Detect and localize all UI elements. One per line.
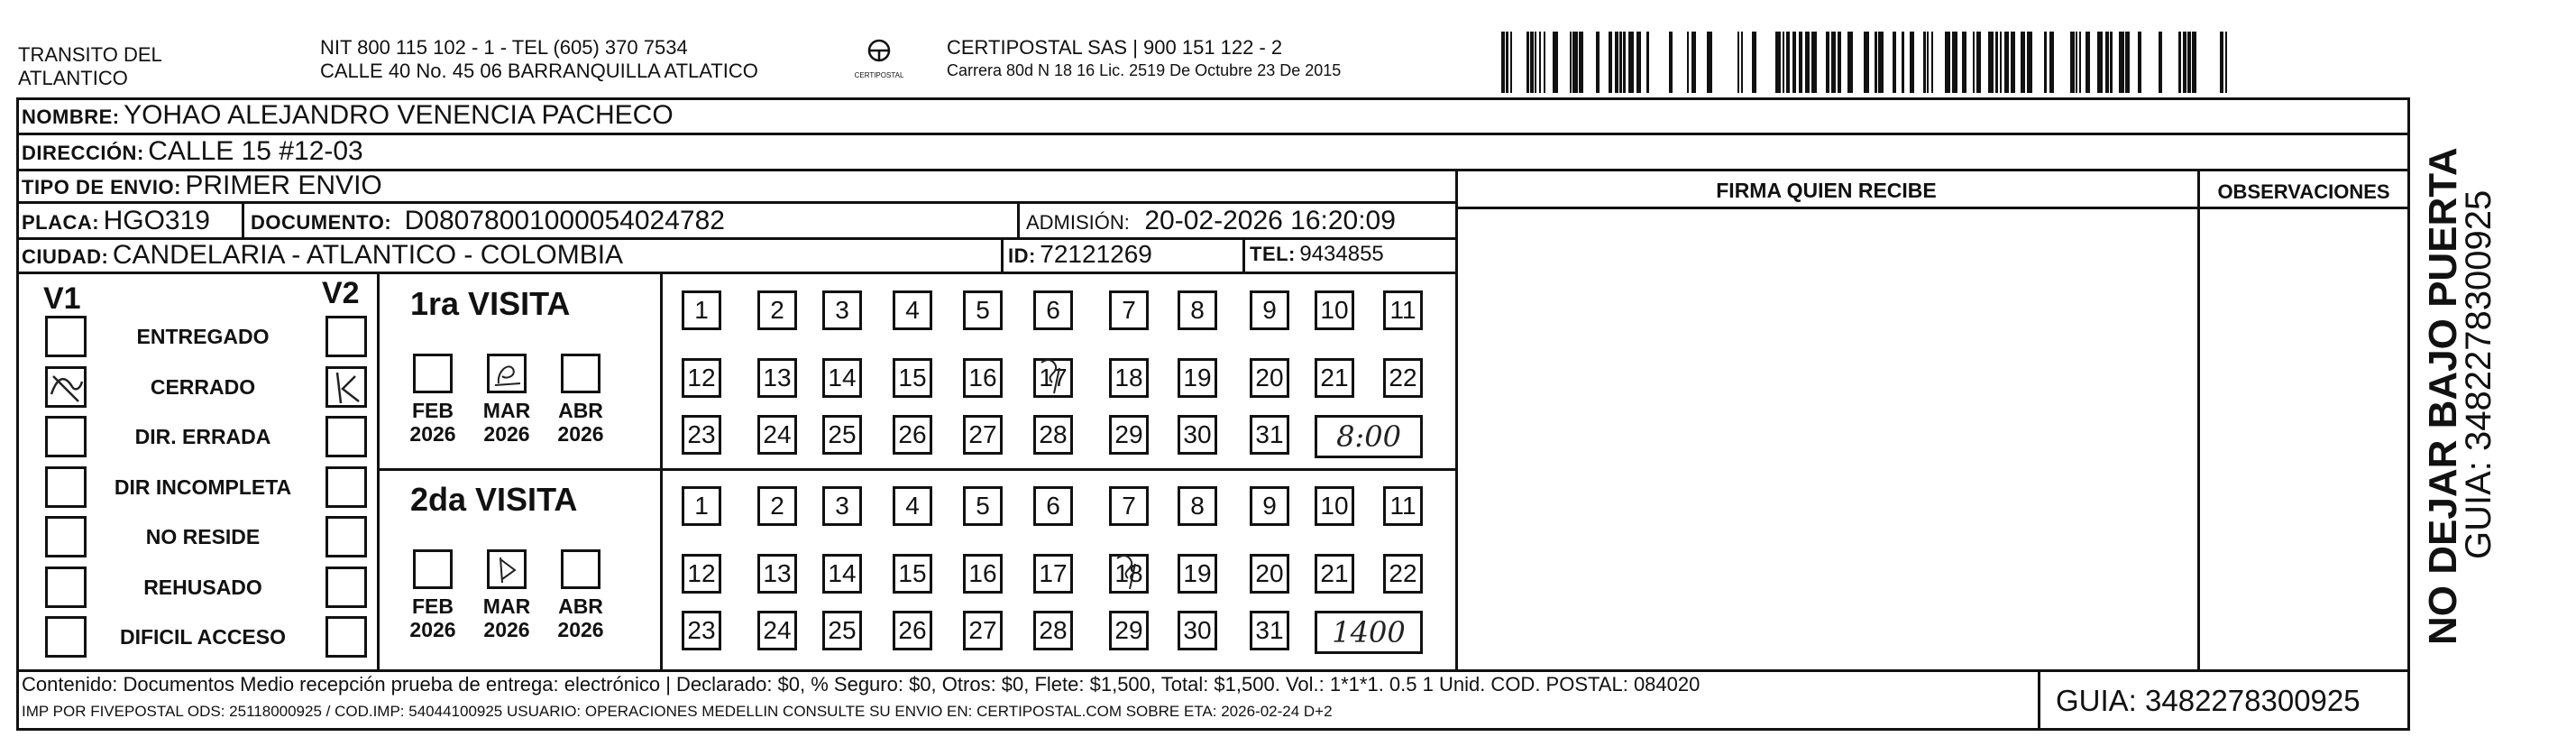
certi-line2: Carrera 80d N 18 16 Lic. 2519 De Octubre 23 De 2015 — [947, 61, 1342, 79]
visit2-day-27[interactable]: 27 — [963, 611, 1003, 650]
footer-print-info: IMP POR FIVEPOSTAL ODS: 25118000925 / COD.IMP: 54044100925 USUARIO: OPERACIONES MEDELLIN CONSULTE SU ENVIO EN: CERTIPOSTAL.COM SOBRE ETA: 2026-02-24 D+2 — [22, 703, 1333, 720]
tipo-row — [22, 170, 382, 201]
visit2-day-8[interactable]: 8 — [1178, 486, 1217, 526]
visit2-day-14[interactable]: 14 — [822, 554, 862, 594]
nombre-label: NOMBRE: — [22, 106, 120, 128]
pen-mark-icon — [1112, 551, 1148, 594]
visit2-day-13[interactable]: 13 — [757, 554, 797, 594]
status-option-cerrado: CERRADO — [150, 374, 256, 399]
visit2-month-label-abr: ABR 2026 — [557, 594, 604, 641]
visit1-day-9[interactable]: 9 — [1250, 290, 1289, 330]
visit2-day-21[interactable]: 21 — [1315, 554, 1354, 594]
visit2-day-26[interactable]: 26 — [893, 611, 932, 650]
status-option-dir-errada: DIR. ERRADA — [134, 425, 271, 448]
visit1-day-12[interactable]: 12 — [682, 358, 721, 398]
id-label: ID: — [1008, 244, 1036, 267]
certi-line1: CERTIPOSTAL SAS | 900 151 122 - 2 — [947, 36, 1283, 59]
visit2-month-box-feb[interactable] — [413, 549, 453, 589]
visit2-day-9[interactable]: 9 — [1250, 486, 1289, 526]
tipo-label: TIPO DE ENVIO: — [22, 176, 181, 198]
side-guia: GUIA: 3482278300925 — [2459, 189, 2498, 559]
tipo-value: PRIMER ENVIO — [185, 170, 382, 200]
admision-label: ADMISIÓN: — [1026, 211, 1130, 234]
visit1-day-2[interactable]: 2 — [757, 290, 797, 330]
v2-checkbox-rehusado[interactable] — [325, 567, 367, 608]
visit1-day-16[interactable]: 16 — [963, 358, 1003, 398]
footer-guia: GUIA: 3482278300925 — [2056, 684, 2361, 717]
firma-area[interactable] — [1458, 209, 2197, 669]
company-name — [18, 43, 162, 90]
certipostal-logo — [843, 36, 915, 81]
visit1-day-18[interactable]: 18 — [1109, 358, 1149, 398]
status-option-entregado: ENTREGADO — [136, 325, 270, 348]
visit2-month-box-abr[interactable] — [561, 549, 600, 589]
visit1-month-label-mar: MAR 2026 — [482, 399, 531, 446]
visit2-day-10[interactable]: 10 — [1315, 486, 1354, 526]
visit1-day-17[interactable]: 17 — [1033, 358, 1073, 398]
visit1-day-14[interactable]: 14 — [822, 358, 862, 398]
company-line2: ATLANTICO — [18, 67, 128, 89]
visit1-month-box-feb[interactable] — [413, 354, 453, 393]
pen-mark-icon — [490, 552, 524, 586]
id-value: 72121269 — [1040, 240, 1152, 268]
visit-title-2: 2da VISITA — [410, 481, 578, 518]
visit1-month-box-mar[interactable] — [487, 354, 527, 393]
visit2-day-19[interactable]: 19 — [1178, 554, 1217, 594]
visit1-day-29[interactable]: 29 — [1109, 415, 1149, 455]
nit-line1: NIT 800 115 102 - 1 - TEL (605) 370 7534 — [320, 36, 688, 59]
nombre-value: YOHAO ALEJANDRO VENENCIA PACHECO — [124, 100, 674, 130]
visit2-day-29[interactable]: 29 — [1109, 611, 1149, 650]
visit2-month-box-mar[interactable] — [487, 549, 527, 589]
visit1-day-8[interactable]: 8 — [1178, 290, 1217, 330]
documento-row — [251, 206, 725, 236]
tel-label: TEL: — [1250, 243, 1296, 265]
visit2-day-15[interactable]: 15 — [893, 554, 932, 594]
placa-value: HGO319 — [103, 206, 210, 235]
visit2-day-1[interactable]: 1 — [682, 486, 721, 526]
v2-checkbox-cerrado[interactable] — [325, 366, 367, 408]
visit1-day-1[interactable]: 1 — [682, 290, 721, 330]
v1-label: V1 — [43, 281, 81, 316]
check-mark-icon — [328, 369, 364, 405]
visit2-day-24[interactable]: 24 — [757, 611, 797, 650]
visit2-handwritten-time[interactable]: 1400 — [1315, 611, 1423, 654]
documento-label: DOCUMENTO: — [251, 211, 392, 234]
visit1-day-10[interactable]: 10 — [1315, 290, 1354, 330]
visit2-day-4[interactable]: 4 — [893, 486, 932, 526]
v2-checkbox-entregado[interactable] — [325, 316, 367, 357]
direccion-value: CALLE 15 #12-03 — [148, 136, 363, 166]
visit1-day-6[interactable]: 6 — [1033, 290, 1073, 330]
visit1-month-box-abr[interactable] — [561, 354, 600, 393]
company-line1: TRANSITO DEL — [18, 43, 162, 66]
visit1-day-5[interactable]: 5 — [963, 290, 1003, 330]
ciudad-label: CIUDAD: — [22, 245, 109, 268]
placa-label: PLACA: — [22, 211, 100, 234]
nombre-row — [22, 100, 674, 131]
certipostal-info — [947, 36, 1341, 81]
v2-checkbox-no-reside[interactable] — [325, 516, 367, 557]
visit2-day-28[interactable]: 28 — [1033, 611, 1073, 650]
visit1-day-11[interactable]: 11 — [1383, 290, 1423, 330]
tel-value: 9434855 — [1299, 242, 1384, 266]
visit1-day-3[interactable]: 3 — [822, 290, 862, 330]
visit1-day-13[interactable]: 13 — [757, 358, 797, 398]
visit1-day-19[interactable]: 19 — [1178, 358, 1217, 398]
visit2-day-23[interactable]: 23 — [682, 611, 721, 650]
visit2-month-label-mar: MAR 2026 — [482, 594, 531, 641]
visit2-day-25[interactable]: 25 — [822, 611, 862, 650]
visit2-day-17[interactable]: 17 — [1033, 554, 1073, 594]
visit1-day-21[interactable]: 21 — [1315, 358, 1354, 398]
visit1-day-20[interactable]: 20 — [1250, 358, 1289, 398]
visit1-day-28[interactable]: 28 — [1033, 415, 1073, 455]
visit1-day-7[interactable]: 7 — [1109, 290, 1149, 330]
footer-content: Contenido: Documentos Medio recepción prueba de entrega: electrónico | Declarado: $0, % Seguro: $0, Otros: $0, Flete: $1,500, Total: $1,500. Vol.: 1*1*1. 0.5 1 Unid. COD. POSTAL: 084020 — [22, 673, 1701, 696]
visit1-month-label-feb: FEB 2026 — [409, 399, 456, 446]
visit2-day-5[interactable]: 5 — [963, 486, 1003, 526]
admision-row — [1026, 206, 1396, 236]
visit1-day-24[interactable]: 24 — [757, 415, 797, 455]
visit1-day-30[interactable]: 30 — [1178, 415, 1217, 455]
svg-text:CERTIPOSTAL: CERTIPOSTAL — [854, 71, 904, 79]
visit2-day-7[interactable]: 7 — [1109, 486, 1149, 526]
visit1-day-15[interactable]: 15 — [893, 358, 932, 398]
v2-checkbox-dir-errada[interactable] — [325, 416, 367, 457]
visit-title-1: 1ra VISITA — [410, 285, 571, 322]
direccion-row — [22, 136, 363, 167]
documento-value: D08078001000054024782 — [404, 206, 725, 235]
ciudad-value: CANDELARIA - ATLANTICO - COLOMBIA — [112, 240, 624, 270]
visit1-day-26[interactable]: 26 — [893, 415, 932, 455]
admision-value: 20-02-2026 16:20:09 — [1144, 206, 1396, 235]
visit2-day-11[interactable]: 11 — [1383, 486, 1423, 526]
visit1-day-27[interactable]: 27 — [963, 415, 1003, 455]
visit2-day-30[interactable]: 30 — [1178, 611, 1217, 650]
v2-label: V2 — [322, 276, 360, 310]
status-option-dir-incompleta: DIR INCOMPLETA — [114, 474, 292, 499]
nit-line2: CALLE 40 No. 45 06 BARRANQUILLA ATLATICO — [320, 60, 758, 82]
status-option-rehusado: REHUSADO — [143, 575, 262, 599]
id-row — [1008, 240, 1152, 269]
barcode — [1501, 32, 2232, 93]
ciudad-row — [22, 240, 623, 271]
visit2-day-31[interactable]: 31 — [1250, 611, 1289, 650]
tel-row — [1250, 242, 1384, 267]
visit1-day-23[interactable]: 23 — [682, 415, 721, 455]
visit2-day-2[interactable]: 2 — [757, 486, 797, 526]
v2-checkbox-dificil-acceso[interactable] — [325, 616, 367, 658]
visit2-month-label-feb: FEB 2026 — [409, 594, 456, 641]
status-option-no-reside: NO RESIDE — [145, 525, 261, 548]
v2-checkbox-dir-incompleta[interactable] — [325, 466, 367, 508]
visit2-day-6[interactable]: 6 — [1033, 486, 1073, 526]
visit1-day-25[interactable]: 25 — [822, 415, 862, 455]
check-mark-icon — [48, 369, 84, 405]
visit2-day-3[interactable]: 3 — [822, 486, 862, 526]
firma-header: FIRMA QUIEN RECIBE — [1716, 179, 1937, 202]
visit2-day-12[interactable]: 12 — [682, 554, 721, 594]
visit1-day-22[interactable]: 22 — [1383, 358, 1423, 398]
pen-mark-icon — [490, 356, 524, 391]
pen-mark-icon — [1036, 355, 1072, 399]
direccion-label: DIRECCIÓN: — [22, 142, 144, 164]
visit2-day-22[interactable]: 22 — [1383, 554, 1423, 594]
visit1-handwritten-time[interactable]: 8:00 — [1315, 415, 1423, 458]
observaciones-header: OBSERVACIONES — [2217, 180, 2390, 203]
placa-row — [22, 206, 210, 236]
visit2-day-18[interactable]: 18 — [1109, 554, 1149, 594]
visit1-day-4[interactable]: 4 — [893, 290, 932, 330]
visit1-day-31[interactable]: 31 — [1250, 415, 1289, 455]
observaciones-area[interactable] — [2200, 209, 2407, 669]
no-dejar-warning: NO DEJAR BAJO PUERTA — [2421, 147, 2465, 645]
visit2-day-20[interactable]: 20 — [1250, 554, 1289, 594]
status-option-dificil-acceso: DIFICIL ACCESO — [119, 625, 286, 649]
nit-block — [320, 36, 758, 83]
visit2-day-16[interactable]: 16 — [963, 554, 1003, 594]
visit1-month-label-abr: ABR 2026 — [557, 399, 604, 446]
